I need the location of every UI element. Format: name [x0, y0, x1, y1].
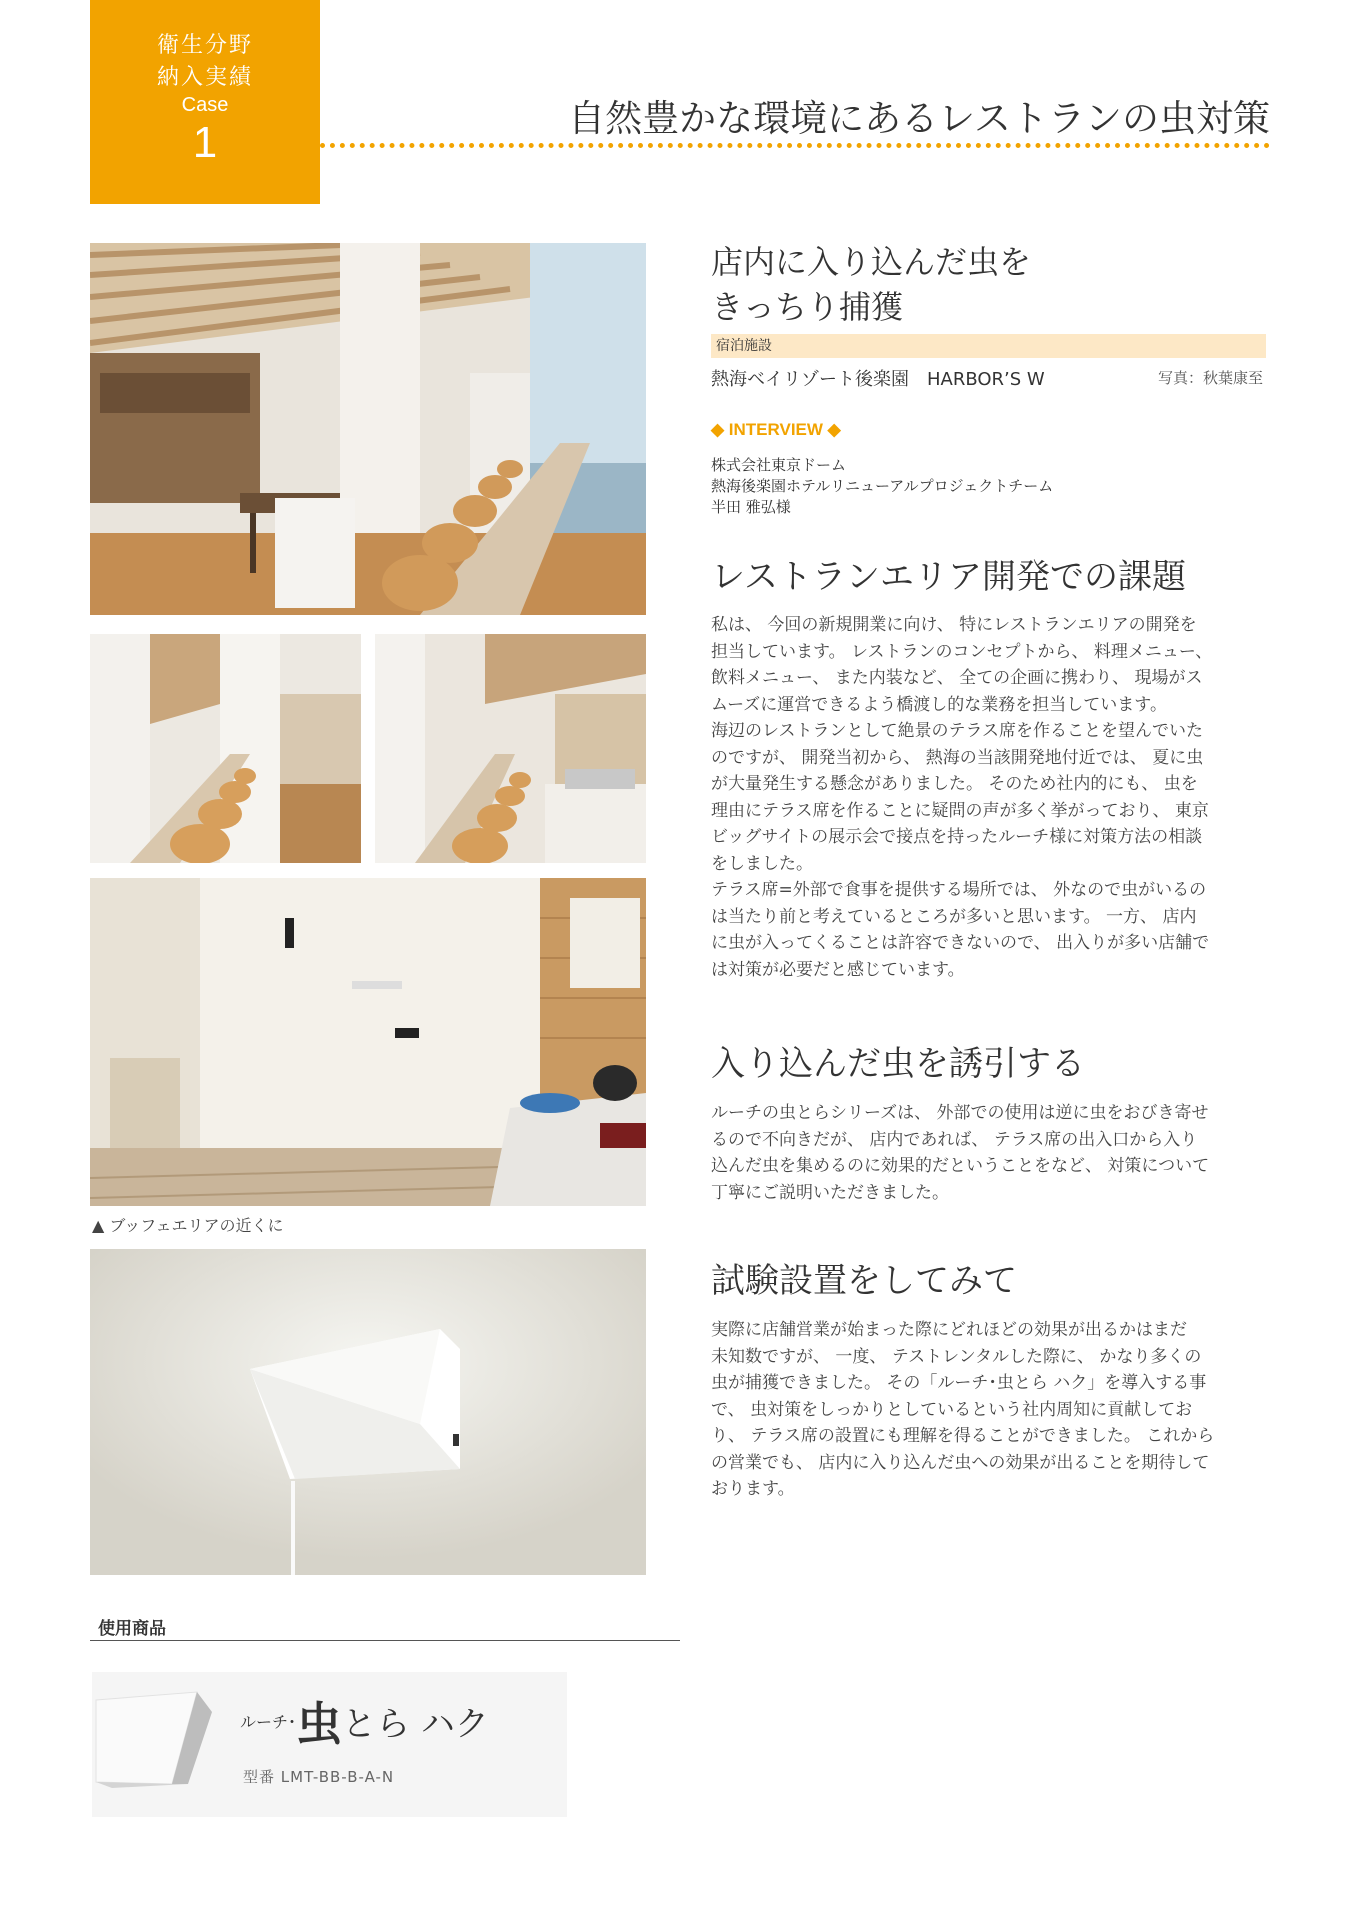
body-line: 海辺のレストランとして絶景のテラス席を作ることを望んでいた	[711, 721, 1203, 741]
body-line: は当たり前と考えているところが多いと思います。 一方、 店内	[711, 906, 1197, 927]
body-line: 私は、 今回の新規開業に向け、 特にレストランエリアの開発を	[711, 615, 1197, 635]
headline-line-2: きっちり捕獲	[711, 288, 904, 326]
category-label: 衛生分野	[156, 33, 253, 58]
body-line: り、 テラス席の設置にも理解を得ることができました。 これから	[711, 1426, 1215, 1446]
interviewee-name: 半田 雅弘様	[711, 498, 791, 516]
restaurant-photo-main	[90, 243, 646, 615]
insect-trap-device-photo	[90, 1249, 646, 1575]
body-line: は対策が必要だと感じています。	[711, 959, 965, 980]
body-line: 丁寧にご説明いただきました。	[711, 1182, 949, 1203]
restaurant-counter-photo-right	[375, 634, 646, 863]
restaurant-counter-photo-left	[90, 634, 361, 863]
interviewee-company: 株式会社東京ドーム	[711, 456, 847, 474]
interviewee-team: 熱海後楽園ホテルリニューアルプロジェクトチーム	[711, 477, 1054, 495]
category-badge: 宿泊施設	[711, 334, 1266, 358]
section-heading-attract: 入り込んだ虫を誘引する	[711, 1044, 1085, 1084]
case-tag	[90, 0, 320, 204]
body-line: 飲料メニュー、 また内装など、 全ての企画に携わり、 現場がス	[711, 668, 1203, 688]
product-brand-prefix: ルーチ･	[240, 1712, 297, 1732]
venue-name: 熱海ベイリゾート後楽園 HARBOR’S W	[711, 369, 1045, 390]
section-heading-challenges: レストランエリア開発での課題	[711, 557, 1186, 597]
records-label: 納入実績	[156, 65, 253, 90]
headline-line-1: 店内に入り込んだ虫を	[711, 243, 1032, 281]
body-line: るので不向きだが、 店内であれば、 テラス席の出入口から入り	[711, 1129, 1198, 1150]
products-divider	[90, 1640, 680, 1641]
body-line: 込んだ虫を集めるのに効果的だということをなど、 対策について	[711, 1156, 1210, 1176]
product-name-rest: とら ハク	[342, 1704, 489, 1745]
article-headline	[711, 240, 1266, 330]
body-line: 理由にテラス席を作ることに疑問の声が多く挙がっており、 東京	[711, 800, 1209, 821]
body-line: 実際に店舗営業が始まった際にどれほどの効果が出るかはまだ	[711, 1320, 1187, 1340]
body-line: で、 虫対策をしっかりとしているという社内周知に貢献してお	[711, 1399, 1193, 1420]
body-line: 虫が捕獲できました。 その「ルーチ･虫とら ハク」を導入する事	[711, 1373, 1207, 1393]
case-label: Case	[181, 94, 229, 116]
buffet-area-photo	[90, 878, 646, 1206]
photo-credit: 写真：秋葉康至	[1157, 369, 1263, 387]
body-line: をしました。	[711, 853, 813, 874]
body-line: ムーズに運営できるよう橋渡し的な業務を担当しています。	[711, 694, 1167, 715]
section-body-trial	[711, 1317, 1266, 1503]
body-line: テラス席=外部で食事を提供する場所では、 外なので虫がいるの	[711, 880, 1207, 900]
photo-caption: ▲ ブッフェエリアの近くに	[92, 1216, 284, 1235]
section-heading-trial: 試験設置をしてみて	[711, 1261, 1017, 1301]
body-line: ルーチの虫とらシリーズは、 外部での使用は逆に虫をおびき寄せ	[711, 1103, 1209, 1123]
interviewee-info	[711, 455, 1266, 518]
body-line: おります。	[711, 1479, 795, 1499]
section-body-attract	[711, 1100, 1266, 1206]
body-line: に虫が入ってくることは許容できないので、 出入りが多い店舗で	[711, 933, 1210, 953]
section-body-challenges	[711, 612, 1266, 983]
product-name	[240, 1688, 489, 1754]
body-line: が大量発生する懸念がありました。 そのため社内的にも、 虫を	[711, 774, 1198, 794]
title-dotted-rule	[320, 143, 1270, 148]
product-model-number: 型番 LMT-BB-B-A-N	[243, 1768, 395, 1786]
body-line: のですが、 開発当初から、 熱海の当該開発地付近では、 夏に虫	[711, 747, 1204, 768]
body-line: 担当しています。 レストランのコンセプトから、 料理メニュー、	[711, 641, 1213, 662]
body-line: の営業でも、 店内に入り込んだ虫への効果が出ることを期待して	[711, 1452, 1210, 1473]
products-used-label: 使用商品	[98, 1619, 166, 1639]
body-line: ビッグサイトの展示会で接点を持ったルーチ様に対策方法の相談	[711, 827, 1203, 847]
product-mushi-mark: 虫	[296, 1697, 343, 1751]
case-number: 1	[192, 118, 218, 167]
interview-label: ◆ INTERVIEW ◆	[711, 420, 841, 439]
body-line: 未知数ですが、 一度、 テストレンタルした際に、 かなり多くの	[711, 1346, 1202, 1367]
page-title: 自然豊かな環境にあるレストランの虫対策	[568, 97, 1270, 140]
